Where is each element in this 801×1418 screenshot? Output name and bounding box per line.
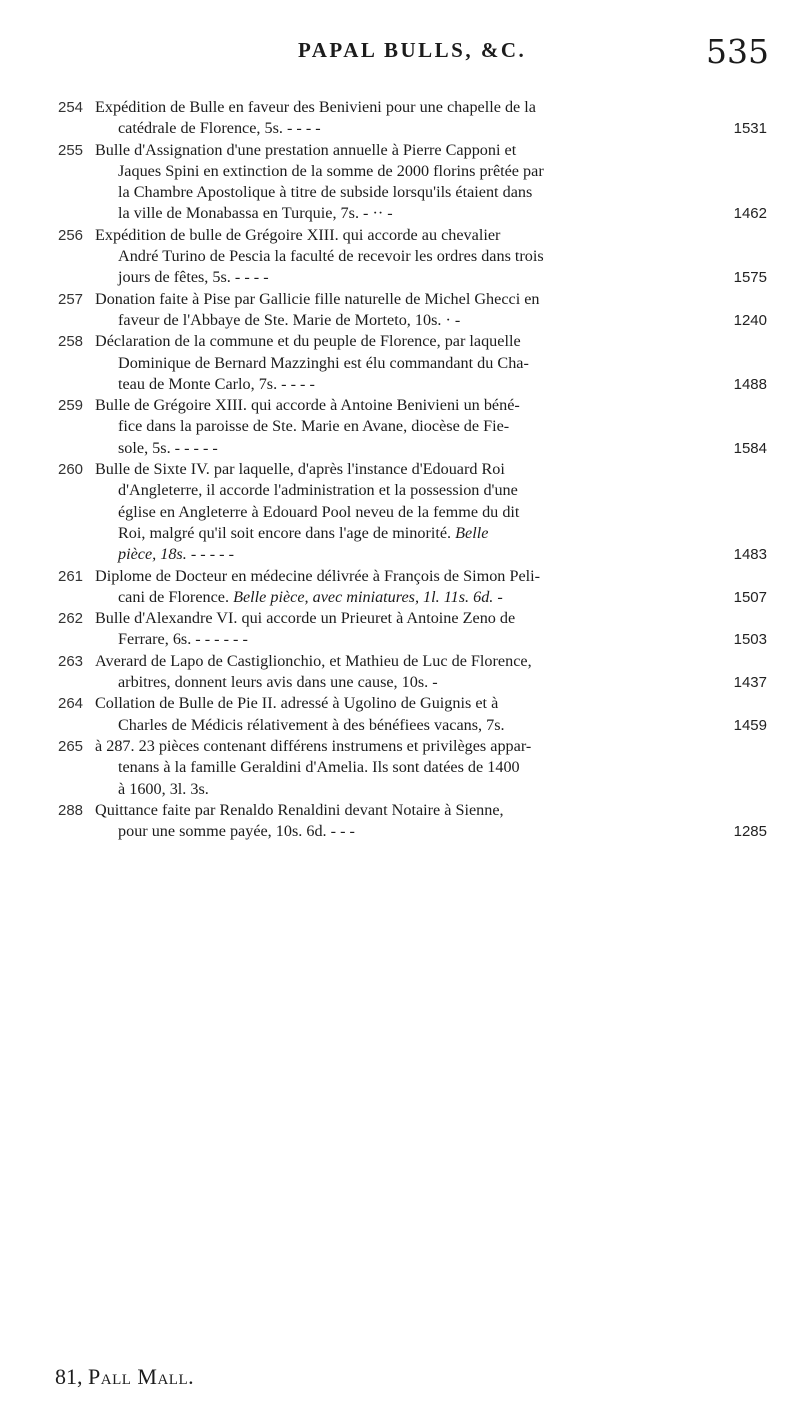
entry-line: Quittance faite par Renaldo Renaldini devant Notaire à Sienne,: [95, 800, 504, 819]
entry-line: faveur de l'Abbaye de Ste. Marie de Morteto, 10s. · - 1240: [95, 310, 695, 331]
entry-number: 258: [58, 333, 84, 351]
entry-year: 1285: [733, 823, 767, 841]
entry-line: Déclaration de la commune et du peuple de Florence, par laquelle: [95, 332, 521, 351]
catalogue-entry: [0, 225, 801, 289]
catalogue-entry: [0, 608, 801, 651]
entry-year: 1459: [733, 716, 767, 734]
address-number: 81,: [55, 1364, 83, 1389]
catalogue-entry: [0, 331, 801, 395]
entry-year: 1462: [733, 205, 767, 223]
entry-number: 262: [58, 610, 84, 628]
page-number: 535: [706, 32, 769, 71]
entry-line: Bulle d'Alexandre VI. qui accorde un Prieuret à Antoine Zeno de: [95, 609, 516, 628]
entry-line: fice dans la paroisse de Ste. Marie en Avane, diocèse de Fie-: [118, 417, 510, 436]
entry-year: 1483: [733, 546, 767, 564]
entry-line: tenans à la famille Geraldini d'Amelia. Ils sont datées de 1400: [118, 758, 520, 777]
publisher-address: [55, 1364, 194, 1390]
entry-number: 254: [58, 99, 84, 116]
entry-number: 256: [58, 226, 84, 244]
entry-line: d'Angleterre, il accorde l'administration et la possession d'une: [118, 481, 518, 500]
entry-number: 264: [58, 695, 84, 713]
entry-line: Charles de Médicis rélativement à des bénéfiees vacans, 7s. 1459: [95, 715, 695, 736]
catalogue-entry: [0, 693, 801, 736]
catalogue-entry: [0, 459, 801, 565]
entry-line: jours de fêtes, 5s. - - - - 1575: [95, 267, 695, 288]
entry-year: 1531: [733, 120, 767, 138]
entry-number: 259: [58, 397, 84, 415]
entry-number: 261: [58, 567, 84, 585]
entry-line: Diplome de Docteur en médecine délivrée à François de Simon Peli-: [95, 566, 541, 585]
entry-line: pièce, 18s. - - - - - 1483: [95, 544, 695, 565]
address-street: Pall Mall.: [88, 1364, 195, 1389]
entry-number: 288: [58, 801, 84, 819]
entry-line: André Turino de Pescia la faculté de recevoir les ordres dans trois: [118, 247, 544, 266]
entry-year: 1507: [733, 588, 767, 606]
entry-line: Donation faite à Pise par Gallicie fille naturelle de Michel Ghecci en: [95, 289, 540, 308]
entry-line: la ville de Monabassa en Turquie, 7s. - ·· - 1462: [95, 203, 695, 224]
entry-year: 1575: [733, 269, 767, 287]
entry-line: Dominique de Bernard Mazzinghi est élu commandant du Cha-: [118, 353, 529, 372]
running-title: PAPAL BULLS, &C.: [298, 38, 527, 62]
catalogue-entry: [0, 289, 801, 332]
catalogue-entry: [0, 800, 801, 843]
entry-line: arbitres, donnent leurs avis dans une cause, 10s. - 1437: [95, 672, 695, 693]
entry-number: 263: [58, 652, 84, 670]
italic-note: Belle pièce, avec miniatures, 1l. 11s. 6d.: [233, 587, 494, 606]
catalogue-entry: [0, 140, 801, 225]
entry-line: Bulle d'Assignation d'une prestation annuelle à Pierre Capponi et: [95, 140, 517, 159]
entry-line: pour une somme payée, 10s. 6d. - - - 1285: [95, 821, 695, 842]
entry-line: teau de Monte Carlo, 7s. - - - - 1488: [95, 374, 695, 395]
catalogue-entry: [0, 736, 801, 800]
entry-line: cani de Florence. Belle pièce, avec miniatures, 1l. 11s. 6d. - 1507: [95, 587, 695, 608]
entry-line: à 287. 23 pièces contenant différens instrumens et privilèges appar-: [95, 736, 532, 755]
entry-line: Averard de Lapo de Castiglionchio, et Mathieu de Luc de Florence,: [95, 651, 532, 670]
entry-line: la Chambre Apostolique à titre de subside lorsqu'ils étaient dans: [118, 183, 533, 202]
catalogue-entry: [0, 566, 801, 609]
page-header: [0, 32, 801, 76]
entry-year: 1503: [733, 631, 767, 649]
entry-line: Bulle de Grégoire XIII. qui accorde à Antoine Benivieni un béné-: [95, 396, 520, 415]
entry-number: 260: [58, 461, 84, 479]
entry-line: Expédition de bulle de Grégoire XIII. qui accorde au chevalier: [95, 225, 501, 244]
entry-number: 257: [58, 290, 84, 308]
entry-line: sole, 5s. - - - - - 1584: [95, 438, 695, 459]
catalogue-entry: [0, 97, 801, 140]
entry-line: église en Angleterre à Edouard Pool neveu de la femme du dit: [118, 502, 520, 521]
italic-note: Belle: [455, 523, 489, 542]
entry-line: Bulle de Sixte IV. par laquelle, d'après l'instance d'Edouard Roi: [95, 460, 505, 479]
entry-line: Collation de Bulle de Pie II. adressé à Ugolino de Guignis et à: [95, 694, 499, 713]
catalogue-entry: [0, 651, 801, 694]
entry-year: 1488: [733, 375, 767, 393]
entry-line: catédrale de Florence, 5s. - - - - 1531: [95, 118, 695, 139]
entry-line: Roi, malgré qu'il soit encore dans l'age de minorité. Belle: [118, 523, 489, 542]
entry-line: Expédition de Bulle en faveur des Benivieni pour une chapelle de la: [95, 98, 536, 116]
entry-line: à 1600, 3l. 3s.: [118, 779, 209, 798]
catalogue-entry: [0, 395, 801, 459]
entry-number: 265: [58, 737, 84, 755]
entry-line: Jaques Spini en extinction de la somme de 2000 florins prêtée par: [118, 161, 544, 180]
entry-year: 1240: [733, 311, 767, 329]
entry-list: [0, 97, 801, 842]
entry-year: 1584: [733, 439, 767, 457]
entry-number: 255: [58, 141, 84, 159]
entry-year: 1437: [733, 674, 767, 692]
entry-line: Ferrare, 6s. - - - - - - 1503: [95, 629, 695, 650]
